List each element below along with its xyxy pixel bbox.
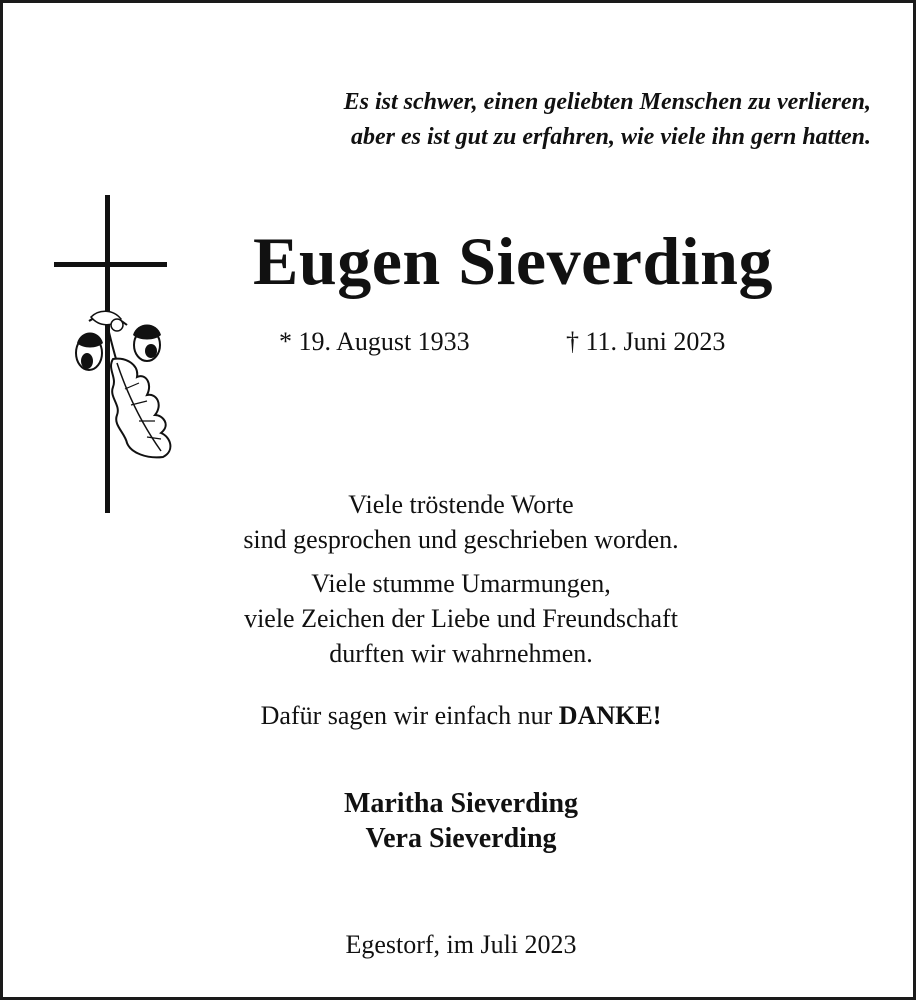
message-line: Viele stumme Umarmungen, — [311, 569, 611, 598]
message-line: Viele tröstende Worte — [348, 490, 574, 519]
motto-line: Es ist schwer, einen geliebten Menschen zu verlieren, — [343, 89, 871, 115]
birth-date: * 19. August 1933 — [279, 327, 470, 356]
motto-quote — [231, 85, 871, 155]
deceased-name: Eugen Sieverding — [253, 223, 773, 299]
signer-name: Vera Sieverding — [365, 823, 557, 854]
thanks-line — [143, 698, 779, 733]
message-line: durften wir wahrnehmen. — [329, 639, 593, 668]
thank-you-message — [143, 487, 779, 671]
message-line: viele Zeichen der Liebe und Freundschaft — [244, 604, 678, 633]
signers — [143, 786, 779, 856]
message-line: sind gesprochen und geschrieben worden. — [243, 525, 679, 554]
signer-name: Maritha Sieverding — [343, 788, 579, 819]
death-date: † 11. Juni 2023 — [566, 327, 726, 356]
thanks-emphasis: DANKE! — [558, 701, 662, 730]
thanks-prefix: Dafür sagen wir einfach nur — [260, 701, 559, 730]
motto-line: aber es ist gut zu erfahren, wie viele ihn gern hatten. — [350, 124, 871, 150]
place-and-date: Egestorf, im Juli 2023 — [345, 930, 577, 959]
